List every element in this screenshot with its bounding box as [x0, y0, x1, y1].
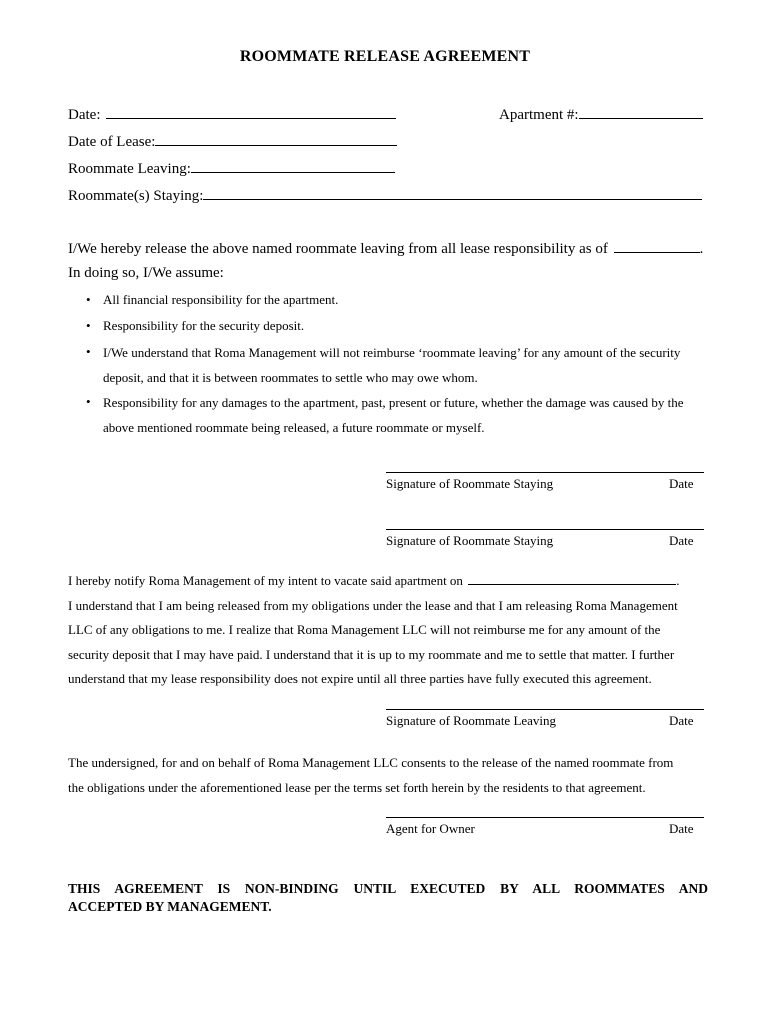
- list-item: [103, 288, 338, 313]
- date-of-lease-label: Date of Lease:: [68, 134, 156, 150]
- signature-line[interactable]: [386, 817, 704, 818]
- notice-first-line: [68, 569, 679, 594]
- notice-paragraph: [68, 569, 679, 692]
- list-item-line: deposit, and that it is between roommates to settle who may owe whom.: [103, 370, 478, 385]
- date-field: [68, 104, 396, 124]
- assume-heading: In doing so, I/We assume:: [68, 265, 224, 281]
- roommates-staying-label: Roommate(s) Staying:: [68, 188, 204, 204]
- consent-paragraph: [68, 751, 673, 800]
- consent-line: The undersigned, for and on behalf of Roma Management LLC consents to the release of the named roommate from: [68, 755, 674, 770]
- signature-label: Signature of Roommate Leaving: [386, 713, 557, 728]
- bullet-icon: •: [86, 344, 91, 359]
- signature-date-label: Date: [669, 821, 694, 836]
- release-date-input-line[interactable]: [614, 238, 700, 253]
- consent-line: the obligations under the aforementioned lease per the terms set forth herein by the residents to that agreement.: [68, 779, 646, 795]
- vacate-date-input-line[interactable]: [468, 571, 676, 585]
- signature-label: Agent for Owner: [386, 821, 475, 836]
- notice-line: I understand that I am being released from my obligations under the lease and that I am releasing Roma Management: [68, 597, 678, 613]
- list-item-line: Responsibility for any damages to the apartment, past, present or future, whether the damage was caused by the: [103, 395, 684, 410]
- signature-line[interactable]: [386, 709, 704, 710]
- signature-line[interactable]: [386, 472, 704, 473]
- bullet-icon: •: [86, 318, 91, 333]
- notice-first-line-period: .: [676, 573, 680, 588]
- bullet-icon: •: [86, 394, 91, 409]
- apartment-label: Apartment #:: [499, 107, 579, 123]
- final-notice-line: ACCEPTED BY MANAGEMENT.: [68, 899, 272, 914]
- apartment-field: [499, 104, 703, 124]
- notice-line: LLC of any obligations to me. I realize that Roma Management LLC will not reimburse me for any amount of the: [68, 622, 661, 637]
- list-item-line: All financial responsibility for the apartment.: [103, 292, 339, 307]
- roommate-leaving-field: [68, 158, 395, 178]
- notice-line: security deposit that I may have paid. I understand that it is up to my roommate and me to settle that matter. I further: [68, 646, 675, 662]
- list-item-line: Responsibility for the security deposit.: [103, 318, 305, 333]
- signature-line[interactable]: [386, 529, 704, 530]
- release-statement: [68, 238, 703, 258]
- signature-date-label: Date: [669, 476, 694, 491]
- roommates-staying-input-line[interactable]: [203, 185, 702, 200]
- notice-first-line-text: I hereby notify Roma Management of my intent to vacate said apartment on: [68, 573, 463, 588]
- release-statement-text: I/We hereby release the above named roommate leaving from all lease responsibility as of: [68, 241, 608, 257]
- date-of-lease-field: [68, 131, 397, 151]
- signature-date-label: Date: [669, 713, 694, 728]
- roommate-leaving-label: Roommate Leaving:: [68, 161, 191, 177]
- signature-label: Signature of Roommate Staying: [386, 476, 554, 491]
- roommate-leaving-input-line[interactable]: [191, 158, 395, 173]
- date-label: Date:: [68, 107, 101, 123]
- roommates-staying-field: [68, 185, 702, 205]
- final-notice-line: THIS AGREEMENT IS NON-BINDING UNTIL EXECUTED BY ALL ROOMMATES AND: [68, 881, 708, 896]
- list-item: [103, 390, 684, 440]
- bullet-icon: •: [86, 292, 91, 307]
- signature-label: Signature of Roommate Staying: [386, 533, 554, 548]
- signature-date-label: Date: [669, 533, 694, 548]
- notice-line: understand that my lease responsibility does not expire until all three parties have fully executed this agreement.: [68, 671, 652, 686]
- list-item-line: above mentioned roommate being released, a future roommate or myself.: [103, 420, 485, 435]
- apartment-input-line[interactable]: [579, 104, 703, 119]
- list-item: [103, 314, 304, 339]
- date-of-lease-input-line[interactable]: [155, 131, 397, 146]
- document-title: ROOMMATE RELEASE AGREEMENT: [239, 48, 531, 65]
- list-item-line: I/We understand that Roma Management will not reimburse ‘roommate leaving’ for any amount of the security: [103, 345, 681, 360]
- list-item: [103, 340, 680, 390]
- date-input-line[interactable]: [106, 104, 396, 119]
- release-statement-period: .: [699, 241, 704, 257]
